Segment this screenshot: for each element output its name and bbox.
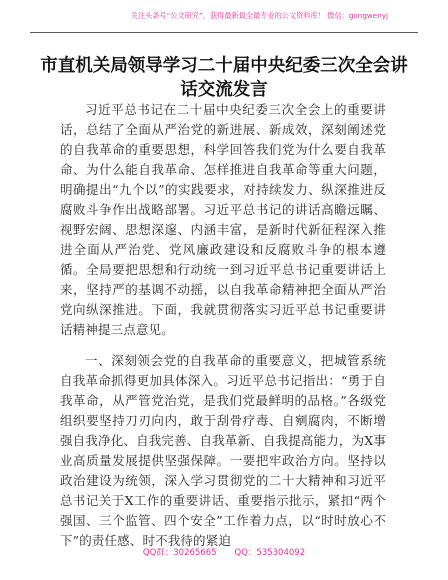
- footer-qq-number: QQ：535304092: [234, 548, 306, 558]
- header-promo-note: 关注头条号“公文研究”，获得最新最全最专业的公文资料库！ 微信：gongwenyj: [130, 11, 388, 20]
- document-title: 市直机关局领导学习二十届中央纪委三次全会讲话交流发言: [40, 56, 408, 100]
- footer-qq-group: QQ群：30265665: [142, 548, 217, 558]
- footer-contact: [0, 546, 448, 558]
- body-paragraph: 习近平总书记在二十届中央纪委三次全会上的重要讲话，总结了全面从严治党的新进展、新成效，深刻阐述党的自我革命的重要思想，科学回答我们党为什么要自我革命、为什么能自我革命、怎样推进自我革命等重大问题，明确提出“九个以”的实践要求，对持续发力、纵深推进反腐败斗争作出战略部署。习近平总书记的讲话高瞻远瞩、视野宏阔、思想深邃、内涵丰富，是新时代新征程深入推进全面从严治党、党风廉政建设和反腐败斗争的根本遵循。全局要把思想和行动统一到习近平总书记重要讲话上来，坚持严的基调不动摇，以自我革命精神把全面从严治党向纵深推进。下面，我就贯彻落实习近平总书记重要讲话精神提三点意见。: [60, 102, 386, 337]
- body-paragraph: 一、深刻领会党的自我革命的重要意义，把城管系统自我革命抓得更加具体深入。习近平总书记指出：“勇于自我革命，从严管党治党，是我们党最鲜明的品格。”各级党组织要坚持刀刃向内，敢于刮骨疗毒、自剜腐肉，不断增强自我净化、自我完善、自我革新、自我提高能力，为X事业高质量发展提供坚强保障。一要把牢政治方向。坚持以政治建设为统领，深入学习贯彻党的二十大精神和习近平总书记关于X工作的重要讲话、重要指示批示，紧扣“两个强国、三个监管、四个安全”工作着力点，以“时时放心不下”的责任感、时不我待的紧迫: [60, 353, 386, 548]
- document-body: [60, 100, 386, 551]
- header-divider: [30, 32, 418, 33]
